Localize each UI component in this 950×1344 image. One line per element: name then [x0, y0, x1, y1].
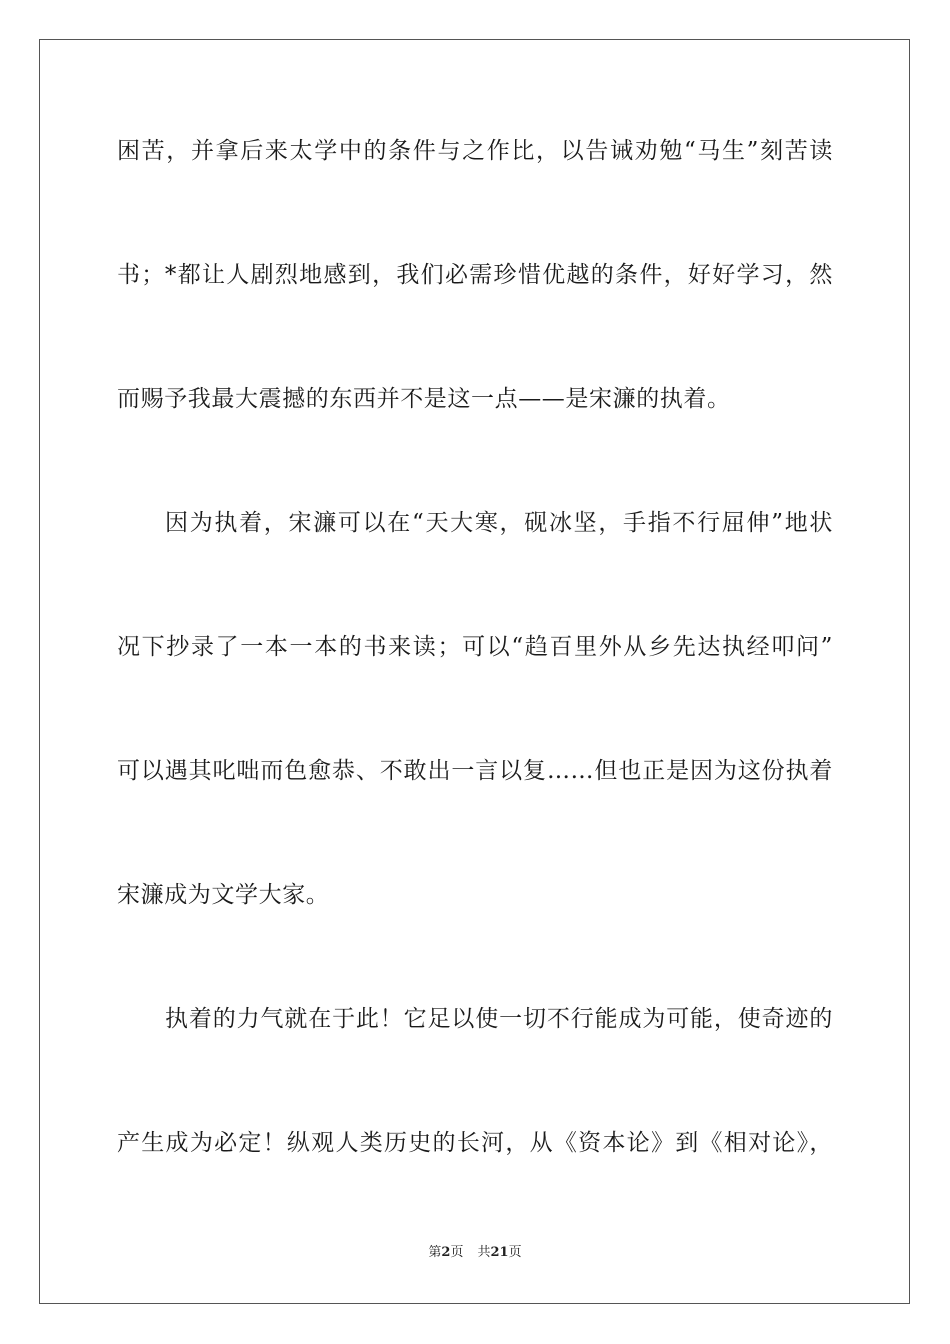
paragraph-line-3: 而赐予我最大震撼的东西并不是这一点——是宋濂的执着。 — [117, 386, 731, 412]
paragraph-line-1: 困苦，并拿后来太学中的条件与之作比，以告诫劝勉“马生”刻苦读 — [117, 138, 833, 164]
paragraph-line-9: 产生成为必定！纵观人类历史的长河，从《资本论》到《相对论》， — [117, 1130, 833, 1156]
footer-total-prefix: 共 — [477, 1245, 491, 1260]
total-page-count: 21 — [490, 1245, 509, 1260]
page-footer — [0, 1244, 950, 1262]
paragraph-line-5: 况下抄录了一本一本的书来读；可以“趋百里外从乡先达执经叩问” — [117, 634, 833, 660]
current-page-number: 2 — [441, 1245, 451, 1260]
paragraph-line-4: 因为执着，宋濂可以在“天大寒，砚冰坚，手指不行屈伸”地状 — [165, 510, 833, 536]
paragraph-line-6: 可以遇其叱咄而色愈恭、不敢出一言以复……但也正是因为这份执着 — [117, 758, 833, 784]
footer-page-suffix: 页 — [450, 1245, 464, 1260]
paragraph-line-2: 书；*都让人剧烈地感到，我们必需珍惜优越的条件，好好学习，然 — [117, 262, 833, 288]
paragraph-line-8: 执着的力气就在于此！它足以使一切不行能成为可能，使奇迹的 — [165, 1006, 833, 1032]
page-border — [39, 39, 910, 1304]
footer-prefix: 第 — [428, 1245, 442, 1260]
footer-total-suffix: 页 — [508, 1245, 522, 1260]
paragraph-line-7: 宋濂成为文学大家。 — [117, 882, 330, 908]
